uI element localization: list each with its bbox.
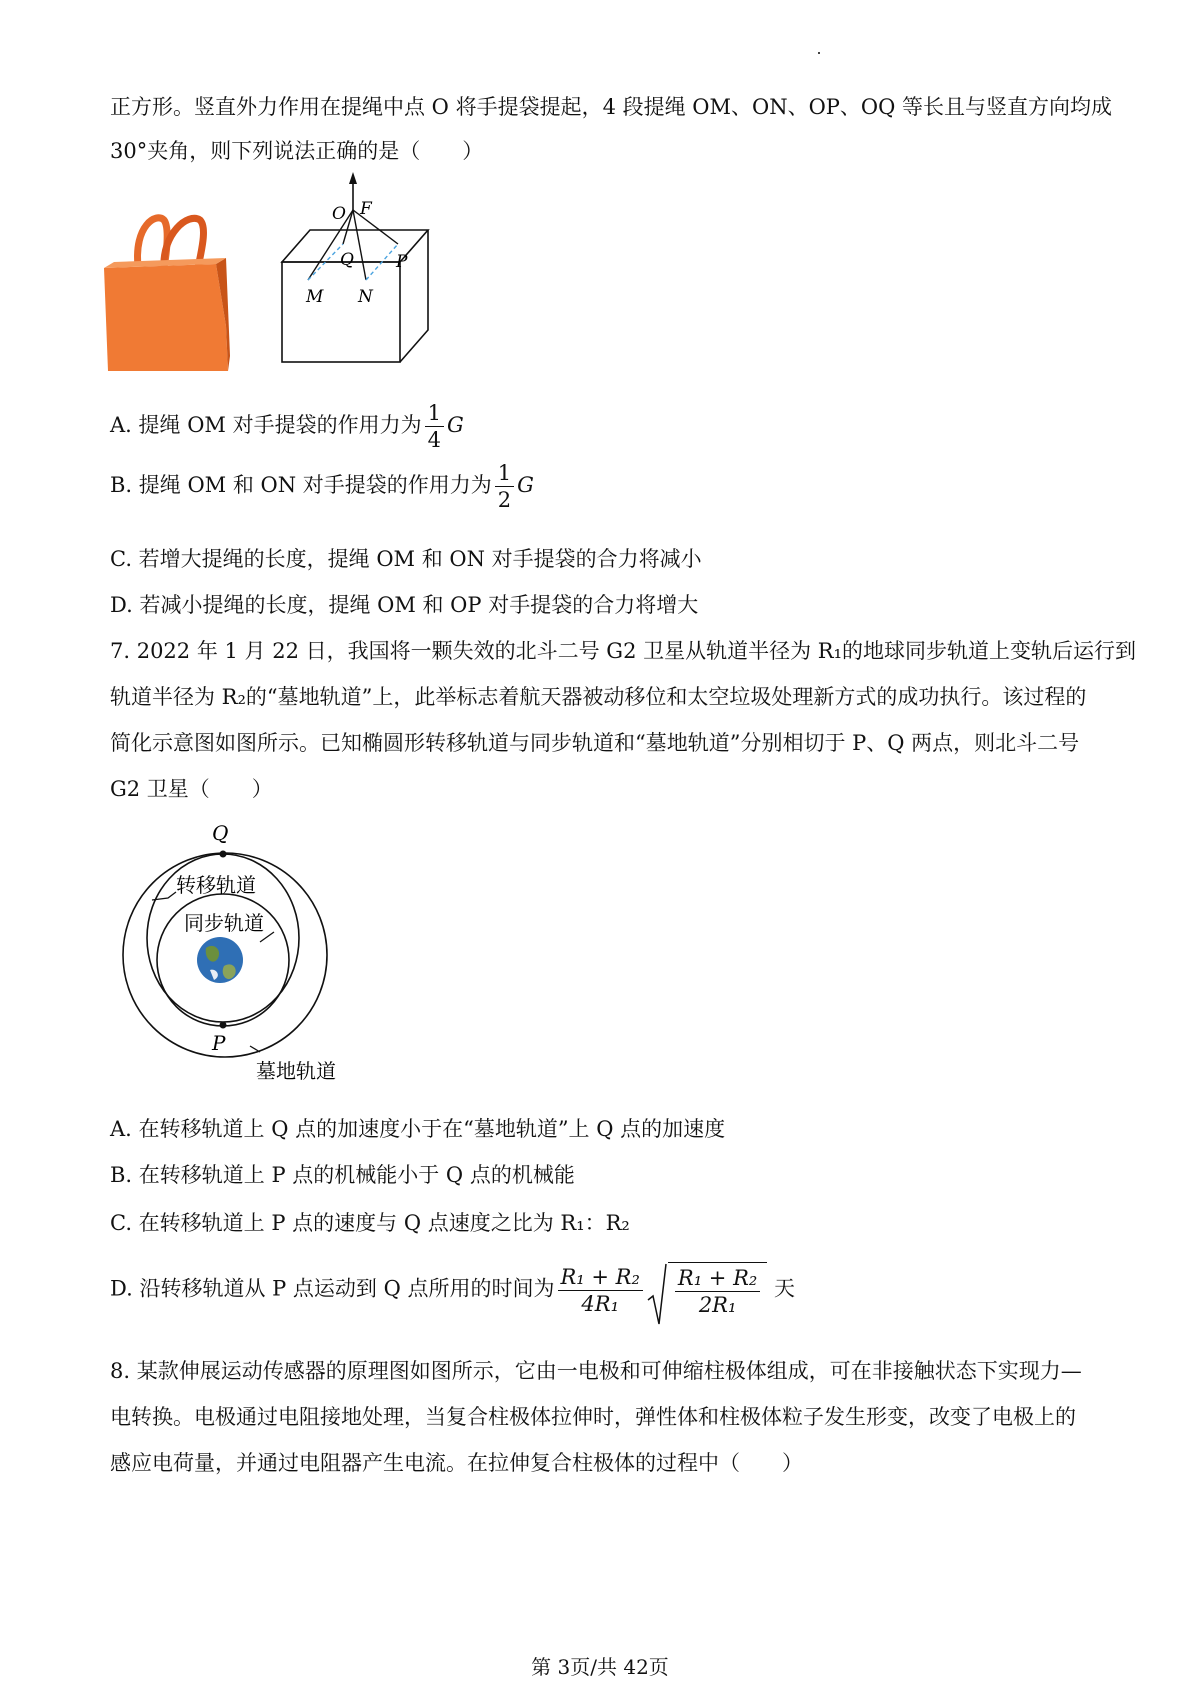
radical-icon	[646, 1262, 668, 1328]
sync-orbit-label: 同步轨道	[184, 911, 264, 935]
q7-stem-line-2: 轨道半径为 R₂的“墓地轨道”上，此举标志着航天器被动移位和太空垃圾处理新方式的成功执行。该过程的	[110, 685, 1087, 709]
label-Q: Q	[340, 250, 354, 270]
label-P: P	[396, 252, 408, 272]
q6-stem-line-1: 正方形。竖直外力作用在提绳中点 O 将手提袋提起，4 段提绳 OM、ON、OP、OQ 等长且与竖直方向均成	[110, 95, 1113, 119]
fraction-one-quarter	[425, 400, 444, 453]
page-footer: 第 3页/共 42页	[531, 1655, 669, 1679]
orbit-label-Q: Q	[212, 821, 229, 845]
q8-stem-line-2: 电转换。电极通过电阻接地处理，当复合柱极体拉伸时，弹性体和柱极体粒子发生形变，改变了电极上的	[110, 1405, 1076, 1429]
orbit-diagram	[110, 820, 370, 1080]
frac-num: R₁ + R₂	[675, 1265, 760, 1292]
frac-num: R₁ + R₂	[558, 1264, 643, 1291]
symbol-g: G	[446, 413, 464, 437]
symbol-g: G	[517, 473, 534, 497]
transfer-orbit-label: 转移轨道	[176, 873, 256, 897]
q8-stem-line-1: 8. 某款伸展运动传感器的原理图如图所示，它由一电极和可伸缩柱极体组成，可在非接触状态下实现力—	[110, 1359, 1082, 1383]
frac-den: 2R₁	[698, 1293, 737, 1317]
q6-option-a	[110, 400, 464, 453]
q7-option-d	[110, 1262, 795, 1318]
frac-den: 4R₁	[581, 1291, 619, 1316]
square-root	[646, 1262, 767, 1318]
label-M: M	[306, 287, 324, 307]
handbag-photo	[104, 206, 234, 376]
q6-option-c: C. 若增大提绳的长度，提绳 OM 和 ON 对手提袋的合力将减小	[110, 547, 702, 571]
label-F: F	[360, 199, 372, 219]
q6-stem-line-2: 30°夹角，则下列说法正确的是（ ）	[110, 139, 484, 163]
frac-den: 2	[497, 488, 512, 512]
unit-day: 天	[774, 1276, 795, 1301]
scan-dot	[818, 52, 820, 54]
q6-option-b	[110, 460, 534, 513]
q6-option-a-text: A. 提绳 OM 对手提袋的作用力为	[110, 413, 422, 437]
label-O: O	[332, 204, 346, 224]
q7-stem-line-3: 简化示意图如图所示。已知椭圆形转移轨道与同步轨道和“墓地轨道”分别相切于 P、Q 两点，则北斗二号	[110, 731, 1080, 755]
frac-num: 1	[425, 400, 444, 427]
orbit-label-P: P	[212, 1031, 226, 1055]
frac-num: 1	[495, 460, 514, 487]
q6-option-b-text: B. 提绳 OM 和 ON 对手提袋的作用力为	[110, 473, 492, 497]
q7-stem-line-1: 7. 2022 年 1 月 22 日，我国将一颗失效的北斗二号 G2 卫星从轨道半径为 R₁的地球同步轨道上变轨后运行到	[110, 639, 1137, 663]
fraction-r-sum-over-2r1	[675, 1265, 760, 1318]
frac-den: 4	[427, 428, 441, 452]
box-force-diagram	[270, 170, 450, 370]
label-N: N	[358, 287, 373, 307]
q7-option-b: B. 在转移轨道上 P 点的机械能小于 Q 点的机械能	[110, 1163, 575, 1187]
q7-option-a: A. 在转移轨道上 Q 点的加速度小于在“墓地轨道”上 Q 点的加速度	[110, 1117, 726, 1141]
q6-option-d: D. 若减小提绳的长度，提绳 OM 和 OP 对手提袋的合力将增大	[110, 593, 699, 617]
q7-option-d-text: D. 沿转移轨道从 P 点运动到 Q 点所用的时间为	[110, 1276, 555, 1301]
fraction-one-half	[495, 460, 514, 513]
fraction-r-sum-over-4r1	[558, 1264, 643, 1317]
q7-stem-line-4: G2 卫星（ ）	[110, 777, 273, 801]
q7-option-c: C. 在转移轨道上 P 点的速度与 Q 点速度之比为 R₁：R₂	[110, 1211, 630, 1235]
q8-stem-line-3: 感应电荷量，并通过电阻器产生电流。在拉伸复合柱极体的过程中（ ）	[110, 1451, 803, 1475]
grave-orbit-label: 墓地轨道	[256, 1059, 336, 1080]
